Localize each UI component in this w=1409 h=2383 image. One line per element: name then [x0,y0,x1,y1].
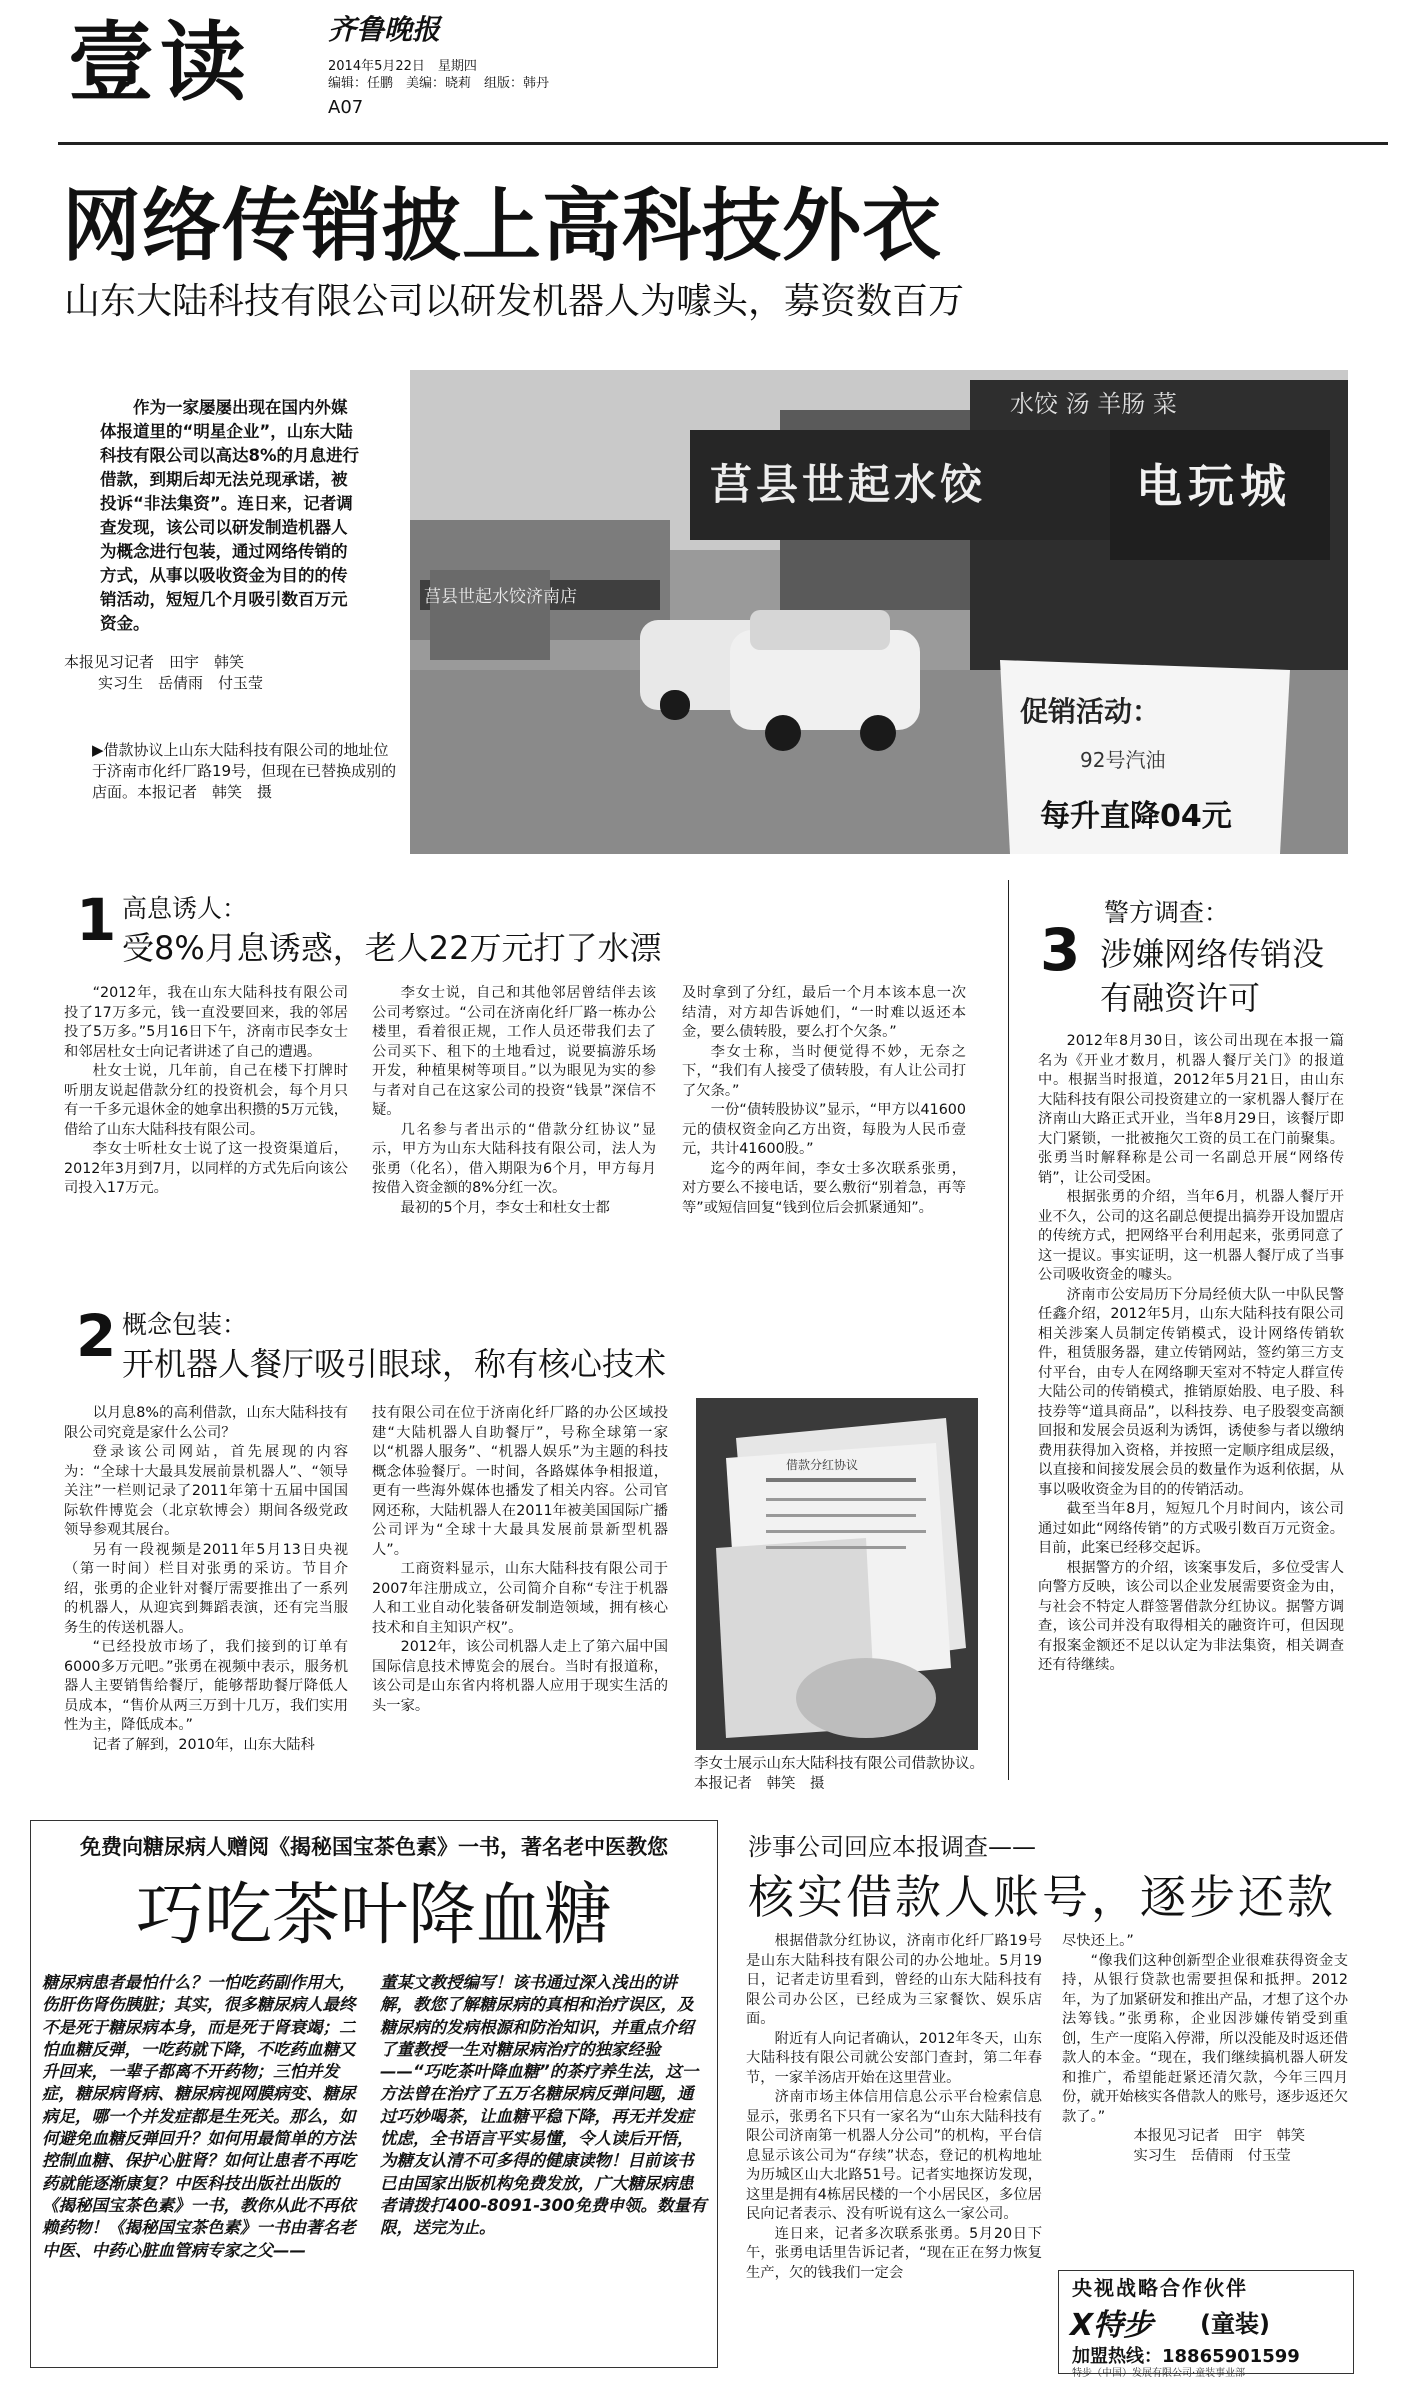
street-photo [410,370,1348,854]
section-3-col [1038,1032,1344,1676]
header-rule [58,142,1388,145]
partner-title: 央视战略合作伙伴 [1072,2276,1248,2300]
column-divider [1008,880,1009,1780]
shop-sign-game: 电玩城 [1136,459,1292,513]
paragraph: 李女士说，自己和其他邻居曾结伴去该公司考察过。“公司在济南化纤厂路一栋办公楼里，看着很正规，工作人员还带我们去了公司买下、租下的土地看过，说要搞游乐场开发，种植果树等项目。”以为眼见为实的参与者对自己在这家公司的投资“钱景”深信不疑。 [372,985,656,1118]
main-headline: 网络传销披上高科技外衣 [62,179,942,272]
paragraph: 济南市场主体信用信息公示平台检索信息显示，张勇名下只有一家名为“山东大陆科技有限公司济南第一机器人分公司”的机构，平台信息显示该公司为“存续”状态，登记的机构地址为历城区山大北路51号。记者实地探访发现，这里是拥有4栋居民楼的一个小居民区，多位居民向记者表示、没有听说有这么一家公司。 [746,2089,1042,2222]
main-subheadline: 山东大陆科技有限公司以研发机器人为噱头，募资数百万 [64,281,965,322]
paragraph: 根据张勇的介绍，当年6月，机器人餐厅开业不久，公司的这名副总便提出搞券开设加盟店的传统方式，把网络平台利用起来，张勇同意了这一提议。事实证明，这一机器人餐厅成了当事公司吸收资金的噱头。 [1038,1189,1344,1283]
section-1-col-2 [372,984,656,1218]
paragraph: 登录该公司网站，首先展现的内容为：“全球十大最具发展前景机器人”、“领导关注”一栏则记录了2011年第十五届中国国际软件博览会（北京软博会）期间各级党政领导参观其展台。 [64,1444,348,1538]
paragraph: 2012年，该公司机器人走上了第六届中国国际信息技术博览会的展台。当时有报道称，该公司是山东省内将机器人应用于现实生活的头一家。 [372,1639,668,1714]
paragraph: 几名参与者出示的“借款分红协议”显示，甲方为山东大陆科技有限公司，法人为张勇（化名），借入期限为6个月，甲方每月按借入资金额的8%分红一次。 [372,1121,656,1196]
ad-column-2: 董某文教授编写！该书通过深入浅出的讲解，教您了解糖尿病的真相和治疗误区，及糖尿病的发病根源和防治知识，并重点介绍了董教授一生对糖尿病治疗的独家经验——“巧吃茶叶降血糖”的茶疗养生法，这一方法曾在治疗了五万名糖尿病反弹问题，通过巧妙喝茶，让血糖平稳下降，再无并发症忧虑，全书语言平实易懂，令人读后开悟，为糖友认清不可多得的健康读物！目前该书已由国家出版机构免费发放，广大糖尿病患者请拨打400-8091-300免费申领。数量有限，送完为止。 [380,1973,707,2238]
ad-title: 巧吃茶叶降血糖 [135,1876,612,1955]
page-number: A07 [328,97,364,118]
section-3-kicker: 警方调查： [1104,898,1230,927]
paragraph: 李女士称，当时便觉得不妙，无奈之下，“我们有人接受了债转股，有人让公司打了欠条。” [682,1043,966,1099]
promo-sub: 92号汽油 [1080,748,1166,772]
paragraph: 另有一段视频是2011年5月13日央视（第一时间）栏目对张勇的采访。节目介绍，张勇的企业针对餐厅需要推出了一系列的机器人，从迎宾到舞蹈表演，还有完当服务生的传送机器人。 [64,1541,348,1636]
followup-title: 核实借款人账号，逐步还款 [748,1870,1336,1924]
newspaper-logo: 齐鲁晚报 [328,13,441,46]
section-1-kicker: 高息诱人： [122,894,248,923]
shop-sign-top: 水饺 汤 羊肠 菜 [1010,390,1177,418]
section-1-title: 受8%月息诱惑，老人22万元打了水漂 [122,929,662,967]
photo-caption: ▶借款协议上山东大陆科技有限公司的地址位于济南市化纤厂路19号，但现在已替换成别的店面。本报记者 韩笑 摄 [92,741,397,801]
followup-col-1 [746,1932,1042,2283]
page-label: 壹读 [68,12,252,113]
document-photo [696,1398,978,1750]
section-2-kicker: 概念包装： [122,1310,248,1339]
shop-sign-left: 莒县世起水饺济南店 [424,587,577,607]
byline-reporters: 本报见习记者 田宇 韩笑 [64,653,245,671]
paragraph: 附近有人向记者确认，2012年冬天，山东大陆科技有限公司就公安部门查封，第二年春节，一家羊汤店开始在这里营业。 [746,2030,1042,2086]
byline-interns: 实习生 岳倩雨 付玉莹 [98,674,264,692]
promo-line: 每升直降04元 [1040,799,1232,834]
paragraph: 2012年8月30日，该公司出现在本报一篇名为《开业才数月，机器人餐厅关门》的报道中。根据当时报道，2012年5月21日，由山东大陆科技有限公司投资建立的一家机器人餐厅在济南山大路正式开业，当年8月29日，该餐厅即大门紧锁，一批被拖欠工资的员工在门前聚集。张勇当时解释称是公司一名副总开展“网络传销”，让公司受困。 [1038,1033,1344,1186]
paragraph: “2012年，我在山东大陆科技有限公司投了17万多元，钱一直没要回来，我的邻居投了5万多。”5月16日下午，济南市民李女士和邻居杜女士向记者讲述了自己的遭遇。 [64,985,348,1060]
issue-info [328,58,549,92]
partner-brand: X特步 [1070,2308,1154,2343]
paragraph: 杜女士说，几年前，自己在楼下打牌时听朋友说起借款分红的投资机会，每个月只有一千多元退休金的她拿出积攒的5万元钱，借给了山东大陆科技有限公司。 [64,1063,348,1138]
editor-credits: 编辑：任鹏 美编：晓莉 组版：韩丹 [328,76,550,91]
paragraph: 及时拿到了分红，最后一个月本该本息一次结清，对方却告诉她们，“一时难以返还本金，要么债转股，要么打个欠条。” [682,985,966,1040]
paragraph: 一份“债转股协议”显示，“甲方以41600元的债权资金向乙方出资，每股为人民币壹元，共计41600股。” [682,1102,966,1157]
section-1-col-3 [682,984,966,1218]
issue-date: 2014年5月22日 星期四 [328,59,477,74]
section-1-col-1 [64,984,348,1199]
ad-top-line: 免费向糖尿病人赠阅《揭秘国宝茶色素》一书，著名老中医教您 [80,1835,668,1859]
partner-hotline: 加盟热线：18865901599 [1072,2346,1300,2367]
partner-brand-sub: (童装) [1200,2310,1270,2338]
paragraph: 济南市公安局历下分局经侦大队一中队民警任鑫介绍，2012年5月，山东大陆科技有限公司相关涉案人员制定传销模式，设计网络传销软件，租赁服务器，建立传销网站，签约第三方支付平台，由专人在网络聊天室对不特定人群宣传大陆公司的传销模式，推销原始股、电子股、科技券等“道具商品”，以科技券、电子股裂变高额回报和发展会员返利为诱饵，诱使参与者以缴纳费用获得加入资格，并按照一定顺序组成层级，以直接和间接发展会员的数量作为返利依据，从事以吸收资金为目的的传销活动。 [1038,1286,1344,1498]
lead-paragraph: 作为一家屡屡出现在国内外媒体报道里的“明星企业”，山东大陆科技有限公司以高达8%的月息进行借款，到期后却无法兑现承诺，被投诉“非法集资”。连日来，记者调查发现，该公司以研发制造机器人为概念进行包装，通过网络传销的方式，从事以吸收资金为目的的传销活动，短短几个月吸引数百万元资金。 [100,398,360,633]
paragraph: 工商资料显示，山东大陆科技有限公司于2007年注册成立，公司简介自称“专注于机器人和工业自动化装备研发制造领域，拥有核心技术和自主知识产权”。 [372,1561,668,1636]
paragraph: 记者了解到，2010年，山东大陆科 [92,1736,315,1753]
section-2-title: 开机器人餐厅吸引眼球，称有核心技术 [122,1345,667,1383]
paragraph: 最初的5个月，李女士和杜女士都 [400,1199,610,1216]
paragraph: “像我们这种创新型企业很难获得资金支持，从银行贷款也需要担保和抵押。2012年，为了加紧研发和推出产品，才想了这个办法筹钱。”张勇称，企业因涉嫌传销受到重创，生产一度陷入停滞，所以没能及时返还借款人的本金。“现在，我们继续搞机器人研发和推广，希望能赶紧还清欠款，今年三四月份，就开始核实各借款人的账号，逐步返还欠款了。” [1062,1952,1348,2125]
paragraph: 根据警方的介绍，该案事发后，多位受害人向警方反映，该公司以企业发展需要资金为由，与社会不特定人群签署借款分红协议。据警方调查，该公司并没有取得相关的融资许可，但因现有报案金额还不足以认定为非法集资，相关调查还有待继续。 [1038,1559,1344,1673]
paragraph: 连日来，记者多次联系张勇。5月20日下午，张勇电话里告诉记者，“现在正在努力恢复生产，欠的钱我们一定会 [746,2225,1042,2281]
document-photo-caption: 李女士展示山东大陆科技有限公司借款协议。 本报记者 韩笑 摄 [694,1756,992,1792]
paragraph: 技有限公司在位于济南化纤厂路的办公区域投建“大陆机器人自助餐厅”，号称全球第一家以“机器人服务”、“机器人娱乐”为主题的科技概念体验餐厅。一时间，各路媒体争相报道，更有一些海外媒体也播发了相关内容。公司官网还称，大陆机器人在2011年被美国国际广播公司评为“全球十大最具发展前景新型机器人”。 [372,1405,668,1558]
paragraph: 李女士听杜女士说了这一投资渠道后，2012年3月到7月，以同样的方式先后向该公司投入17万元。 [64,1141,348,1196]
byline: 实习生 岳倩雨 付玉莹 [1133,2147,1291,2164]
section-1-number: 1 [76,886,117,954]
paragraph: 迄今的两年间，李女士多次联系张勇，对方要么不接电话，要么敷衍“别着急，再等等”或短信回复“钱到位后会抓紧通知”。 [682,1160,966,1216]
section-2-number: 2 [76,1302,117,1370]
section-3-title: 涉嫌网络传销没有融资许可 [1100,935,1325,1017]
followup-kicker: 涉事公司回应本报调查—— [748,1833,1036,1861]
document-title: 借款分红协议 [786,1458,859,1472]
followup-col-2 [1062,1932,1348,2166]
byline: 本报见习记者 田宇 韩笑 [1133,2128,1306,2144]
section-3-number: 3 [1040,916,1081,984]
paragraph: 尽快还上。” [1062,1933,1134,1949]
promo-title: 促销活动： [1020,695,1161,728]
section-2-col-1 [64,1404,348,1755]
paragraph: “已经投放市场了，我们接到的订单有6000多万元吧。”张勇在视频中表示，服务机器人主要销售给餐厅，能够帮助餐厅降低人员成本，“售价从两三万到十几万，我们实用性为主，降低成本。” [64,1639,348,1733]
promo-board [1020,690,1270,835]
shop-sign-main: 莒县世起水饺 [710,460,987,509]
partner-company: 特步（中国）发展有限公司·童装事业部 [1072,2368,1246,2379]
paragraph: 根据借款分红协议，济南市化纤厂路19号是山东大陆科技有限公司的办公地址。5月19日，记者走访里看到，曾经的山东大陆科技有限公司办公区，已经成为三家餐饮、娱乐店面。 [746,1933,1042,2027]
ad-column-1: 糖尿病患者最怕什么？一怕吃药副作用大，伤肝伤肾伤胰脏；其实，很多糖尿病人最终不是死于糖尿病本身，而是死于肾衰竭；二怕血糖反弹，一吃药就下降，不吃药血糖又升回来，一辈子都离不开药物；三怕并发症，糖尿病肾病、糖尿病视网膜病变、糖尿病足，哪一个并发症都是生死关。那么，如何避免血糖反弹回升？如何用最简单的方法控制血糖、保护心脏肾？如何让患者不再吃药就能逐渐康复？中医科技出版社出版的《揭秘国宝茶色素》一书，教你从此不再依赖药物！《揭秘国宝茶色素》一书由著名老中医、中药心脏血管病专家之父—— [42,1973,356,2260]
paragraph: 以月息8%的高利借款，山东大陆科技有限公司究竟是家什么公司？ [64,1405,348,1441]
byline [64,652,364,694]
section-2-col-2 [372,1404,668,1716]
paragraph: 截至当年8月，短短几个月时间内，该公司通过如此“网络传销”的方式吸引数百万元资金。目前，此案已经移交起诉。 [1038,1501,1344,1556]
